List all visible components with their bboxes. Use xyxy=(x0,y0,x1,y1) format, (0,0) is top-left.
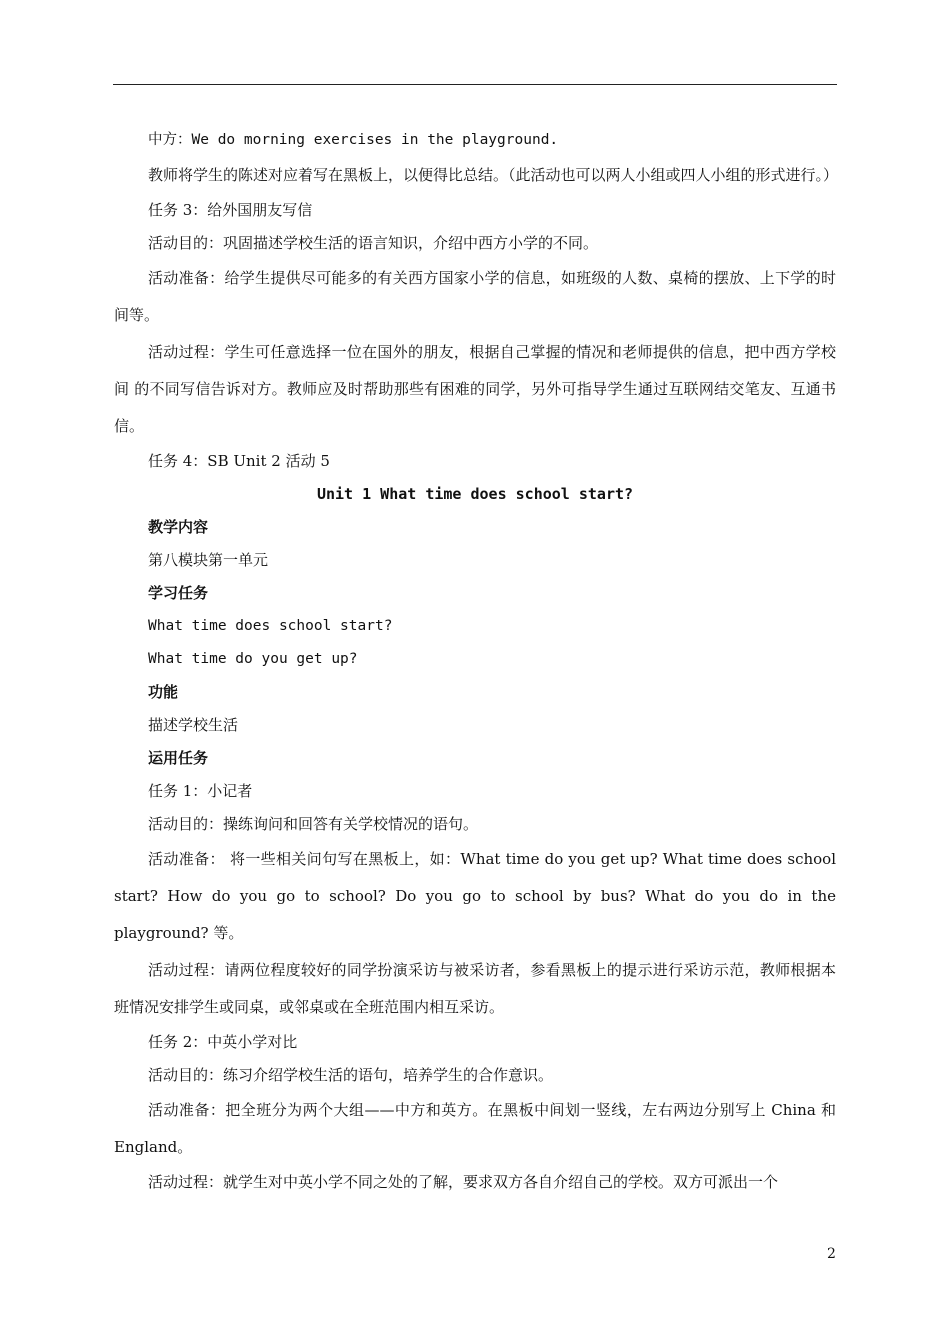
section-heading: 学习任务 xyxy=(148,584,209,602)
paragraph: What time does school start? xyxy=(148,618,393,634)
document-body xyxy=(114,124,839,1199)
paragraph: 活动目的：操练询问和回答有关学校情况的语句。 xyxy=(148,815,479,833)
task-title: 任务 4：SB Unit 2 活动 5 xyxy=(148,452,330,470)
paragraph: 描述学校生活 xyxy=(148,716,239,734)
task-title: 任务 1：小记者 xyxy=(148,782,253,800)
paragraph: What time do you get up? xyxy=(148,651,358,667)
paragraph: 教师将学生的陈述对应着写在黑板上，以便得比总结。（此活动也可以两人小组或四人小组的形式进行。） xyxy=(148,166,839,184)
section-heading: 功能 xyxy=(148,683,179,701)
paragraph: 活动目的：练习介绍学校生活的语句，培养学生的合作意识。 xyxy=(148,1066,554,1084)
section-heading: 运用任务 xyxy=(148,749,209,767)
paragraph: 活动准备：把全班分为两个大组——中方和英方。在黑板中间划一竖线，左右两边分别写上 China 和 England。 xyxy=(114,1101,836,1156)
paragraph: 第八模块第一单元 xyxy=(148,551,269,569)
page-number: 2 xyxy=(827,1246,836,1262)
paragraph: 中方：We do morning exercises in the playground. xyxy=(148,132,559,148)
header-rule xyxy=(113,84,837,85)
paragraph: 活动过程：请两位程度较好的同学扮演采访与被采访者，参看黑板上的提示进行采访示范，教师根据本班情况安排学生或同桌，或邻桌或在全班范围内相互采访。 xyxy=(114,961,836,1016)
task-title: 任务 3：给外国朋友写信 xyxy=(148,201,313,219)
task-title: 任务 2：中英小学对比 xyxy=(148,1033,298,1051)
paragraph: 活动过程：学生可任意选择一位在国外的朋友，根据自己掌握的情况和老师提供的信息，把中西方学校间 的不同写信告诉对方。教师应及时帮助那些有困难的同学，另外可指导学生通过互联网结交笔友、互通书信。 xyxy=(114,343,836,435)
section-heading: 教学内容 xyxy=(148,518,209,536)
unit-title: Unit 1 What time does school start? xyxy=(316,485,634,503)
paragraph: 活动准备：给学生提供尽可能多的有关西方国家小学的信息，如班级的人数、桌椅的摆放、上下学的时间等。 xyxy=(114,269,836,324)
paragraph: 活动准备： 将一些相关问句写在黑板上，如：What time do you get up? What time does school start? How do you go to school? Do you go to school by bus? What do you do in the playground? 等。 xyxy=(114,850,836,942)
paragraph: 活动目的：巩固描述学校生活的语言知识，介绍中西方小学的不同。 xyxy=(148,234,599,252)
paragraph: 活动过程：就学生对中英小学不同之处的了解，要求双方各自介绍自己的学校。双方可派出一个 xyxy=(148,1173,779,1191)
